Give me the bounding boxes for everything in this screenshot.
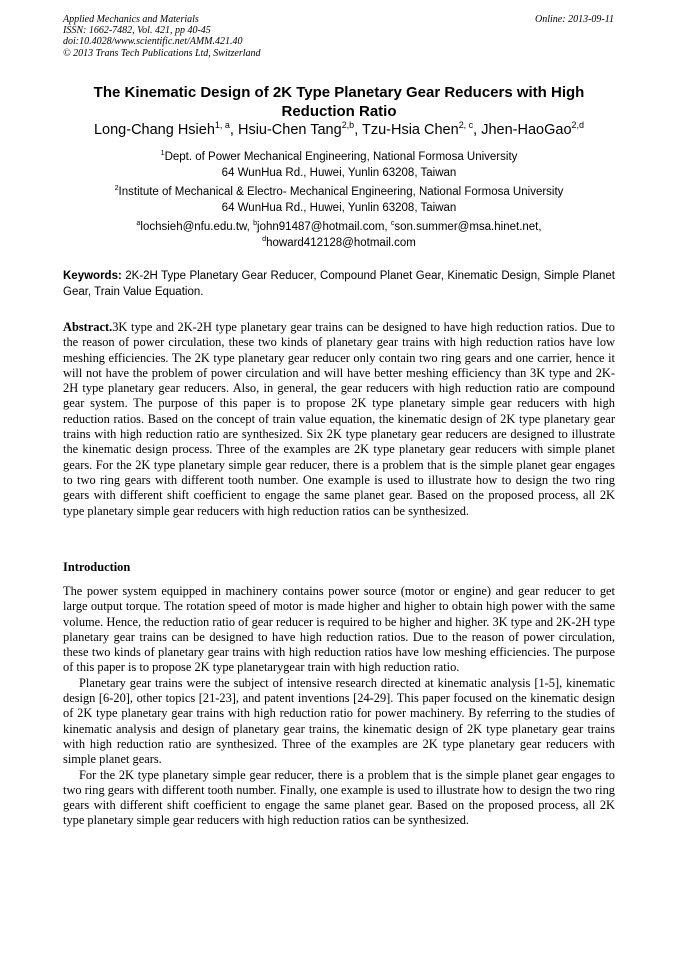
online-date: [535, 14, 614, 25]
keywords-block: [63, 268, 615, 300]
email-mark: b: [253, 219, 258, 228]
keywords-text: 2K-2H Type Planetary Gear Reducer, Compound Planet Gear, Kinematic Design, Simple Planet Gear, Train Value Equation.: [63, 270, 615, 298]
affiliation-mark: 2: [114, 184, 119, 193]
author-affiliation-mark: 2,b: [341, 120, 355, 131]
doi-line: doi:10.4028/www.scientific.net/AMM.421.40: [63, 36, 243, 48]
abstract-text: 3K type and 2K-2H type planetary gear trains can be designed to have high reduction ratios. Due to the reason of power circulation, these two kinds of planetary gear trains with high reduction ratios have low meshing efficiencies. The 2K type planetary gear reducer only contain two ring gears and one carrier, hence it will not have the problem of power circulation and will have better meshing efficiency than 3K type and 2K-2H type planetary gear reducers. Also, in general, the gear reducers with high reduction ratio are compound gear system. The purpose of this paper is to propose 2K type planetary simple gear reducers with high reduction ratios. Based on the concept of train value equation, the kinematic design of 2K type planetary gear trains with high reduction ratio are synthesized. Six 2K type planetary gear reducers are designed to illustrate the kinematic design process. Three of the examples are 2K type planetary gear reducers with simple planet gears. For the 2K type planetary simple gear reducer, there is a problem that is the simple planet gear engages to two ring gears with different tooth number. One example is used to illustrate how to design the two ring gears with different shift coefficient to engage the same planet gear. Based on the proposed process, all 2K type planetary simple gear reducers with high reduction ratios can be synthesized.: [63, 320, 615, 518]
abstract-block: [63, 320, 615, 519]
paragraph: Planetary gear trains were the subject of intensive research directed at kinematic analysis [1-5], kinematic design [6-20], other topics [21-23], and patent inventions [24-29]. This paper focused on the kinematic design of 2K type planetary gear trains with high reduction ratio for power machinery. By referring to the studies of kinematic analysis and design of planetary gear trains, the kinematic design of 2K type planetary gear trains with high reduction ratio are synthesized. Three of the examples are 2K type planetary gear reducers with simple planet gears.: [63, 675, 615, 767]
author-name: Jhen-HaoGao: [481, 122, 572, 138]
author-list: [30, 122, 648, 138]
journal-name: Applied Mechanics and Materials: [63, 14, 199, 25]
affiliation-1: [30, 149, 648, 181]
affiliation-address: 64 WunHua Rd., Huwei, Yunlin 63208, Taiwan: [221, 202, 457, 214]
email-mark: c: [390, 219, 395, 228]
email-c: son.summer@msa.hinet.net,: [394, 221, 542, 233]
introduction-body: [63, 584, 615, 829]
author-separator: ,: [229, 122, 238, 138]
paragraph: For the 2K type planetary simple gear reducer, there is a problem that is the simple planet gear engages to two ring gears with different tooth number. Finally, one example is used to illustrate how to design the two ring gears with different shift coefficient to engage the same planet gear. Based on the proposed process, all 2K type planetary simple gear reducers with high reduction ratios can be synthesized.: [63, 767, 615, 828]
copyright-line: © 2013 Trans Tech Publications Ltd, Switzerland: [63, 47, 261, 59]
author-affiliation-mark: 2, c: [458, 120, 474, 131]
email-a: lochsieh@nfu.edu.tw,: [140, 221, 254, 233]
author-name: Hsiu-Chen Tang: [237, 122, 342, 138]
affiliation-2: [30, 184, 648, 216]
paragraph: The power system equipped in machinery contains power source (motor or engine) and gear reducer to get large output torque. The rotation speed of motor is made higher and higher to obtain high power with the same volume. Hence, the reduction ratio of gear reducer is required to be higher and higher. 3K type and 2K-2H type planetary gear trains can be designed to have high reduction ratios. Due to the reason of power circulation, these two kinds of planetary gear trains with high reduction ratios have low meshing efficiencies. The purpose of this paper is to propose 2K type planetarygear train with high reduction ratio.: [63, 584, 615, 675]
journal-header: [63, 14, 261, 59]
author-name: Long-Chang Hsieh: [93, 122, 215, 138]
keywords-label: Keywords:: [63, 270, 122, 282]
author-name: Tzu-Hsia Chen: [361, 122, 459, 138]
email-b: john91487@hotmail.com,: [257, 221, 391, 233]
email-d: howard412128@hotmail.com: [266, 237, 416, 249]
affiliation-dept: Institute of Mechanical & Electro- Mechanical Engineering, National Formosa University: [118, 186, 564, 198]
abstract-label: Abstract.: [63, 320, 113, 334]
paper-title: The Kinematic Design of 2K Type Planetary Gear Reducers with High Reduction Ratio: [93, 84, 585, 120]
affiliation-address: 64 WunHua Rd., Huwei, Yunlin 63208, Taiwan: [221, 167, 457, 179]
affiliation-dept: Dept. of Power Mechanical Engineering, National Formosa University: [164, 151, 518, 163]
online-date-text: Online: 2013-09-11: [535, 14, 614, 25]
author-separator: ,: [473, 122, 482, 138]
affiliation-mark: 1: [160, 149, 165, 158]
author-affiliation-mark: 1, a: [214, 120, 230, 131]
issn-line: ISSN: 1662-7482, Vol. 421, pp 40-45: [63, 25, 211, 37]
email-mark: d: [262, 235, 267, 244]
email-mark: a: [136, 219, 141, 228]
author-emails: [30, 219, 648, 251]
author-affiliation-mark: 2,d: [571, 120, 585, 131]
section-heading-introduction: Introduction: [63, 560, 131, 574]
author-separator: ,: [354, 122, 362, 138]
